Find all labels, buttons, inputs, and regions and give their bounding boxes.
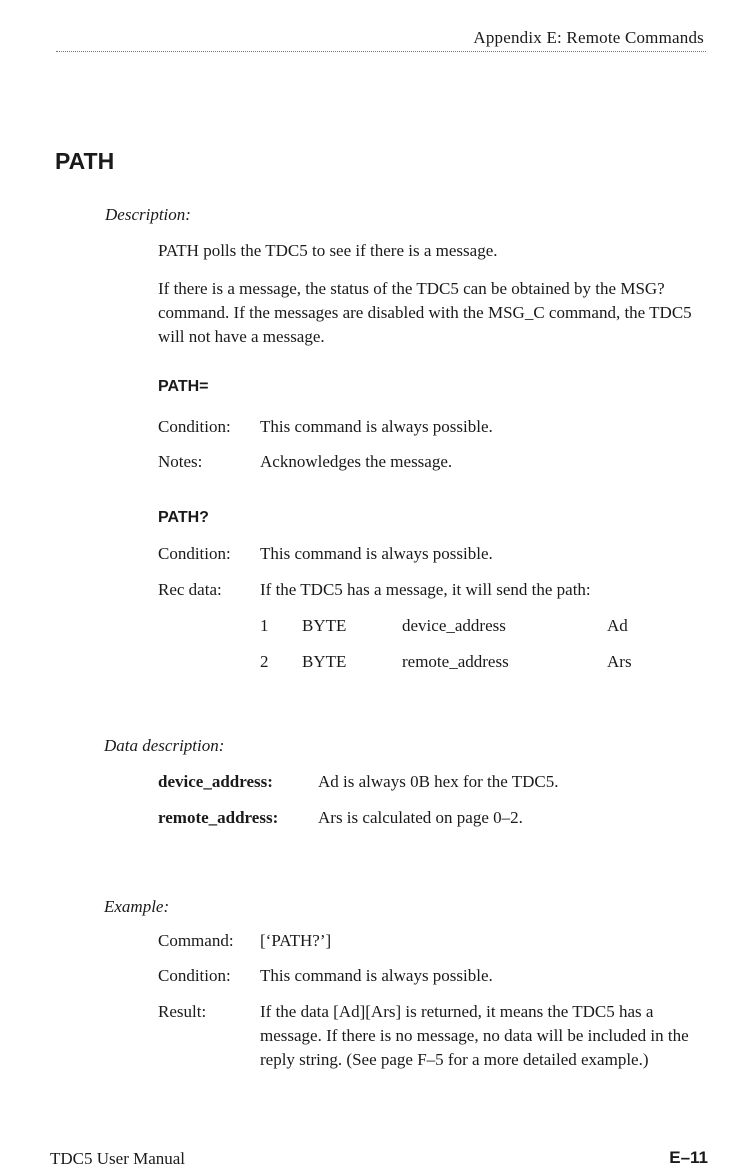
description-heading: Description: [105, 205, 191, 224]
table-row-1-num: 1 [260, 616, 269, 635]
example-result-label: Result: [158, 1002, 207, 1021]
table-row-2-num: 2 [260, 652, 269, 671]
path-query-heading: PATH? [158, 509, 209, 526]
data-description-heading: Data description: [104, 736, 225, 755]
path-set-condition-label: Condition: [158, 417, 231, 436]
path-set-heading: PATH= [158, 378, 209, 395]
path-set-notes-label: Notes: [158, 452, 203, 471]
data-text-remote-address: Ars is calculated on page 0–2. [318, 808, 523, 827]
footer-manual-title: TDC5 User Manual [50, 1149, 186, 1168]
table-row-2-type: BYTE [302, 652, 347, 671]
description-para-2: If there is a message, the status of the TDC5 can be obtained by the MSG? command. If the messages are disabled with the MSG_C command, the TDC5 will not have a message. [158, 279, 692, 346]
example-result-value: If the data [Ad][Ars] is returned, it means the TDC5 has a message. If there is no message, no data will be included in the reply string. (See page F–5 for a more detailed example.) [260, 1002, 689, 1069]
section-title: PATH [55, 148, 115, 174]
table-row-1-name: device_address [402, 616, 506, 635]
description-para-1: PATH polls the TDC5 to see if there is a message. [158, 241, 498, 260]
table-row-1-abbr: Ad [607, 616, 628, 635]
table-row-2-name: remote_address [402, 652, 509, 671]
path-query-condition-value: This command is always possible. [260, 544, 493, 563]
path-query-rec-value: If the TDC5 has a message, it will send the path: [260, 580, 591, 599]
example-condition-value: This command is always possible. [260, 966, 493, 985]
running-head: Appendix E: Remote Commands [473, 28, 704, 47]
data-term-remote-address: remote_address: [158, 808, 279, 827]
example-condition-label: Condition: [158, 966, 231, 985]
footer-page-number: E–11 [669, 1148, 708, 1167]
example-command-label: Command: [158, 931, 234, 950]
data-text-device-address: Ad is always 0B hex for the TDC5. [318, 772, 559, 791]
example-command-value: [‘PATH?’] [260, 931, 332, 950]
path-set-notes-value: Acknowledges the message. [260, 452, 453, 471]
table-row-2-abbr: Ars [607, 652, 632, 671]
header-rule [56, 51, 706, 52]
data-term-device-address: device_address: [158, 772, 273, 791]
example-heading: Example: [104, 897, 170, 916]
path-set-condition-value: This command is always possible. [260, 417, 493, 436]
table-row-1-type: BYTE [302, 616, 347, 635]
path-query-condition-label: Condition: [158, 544, 231, 563]
path-query-rec-label: Rec data: [158, 580, 222, 599]
